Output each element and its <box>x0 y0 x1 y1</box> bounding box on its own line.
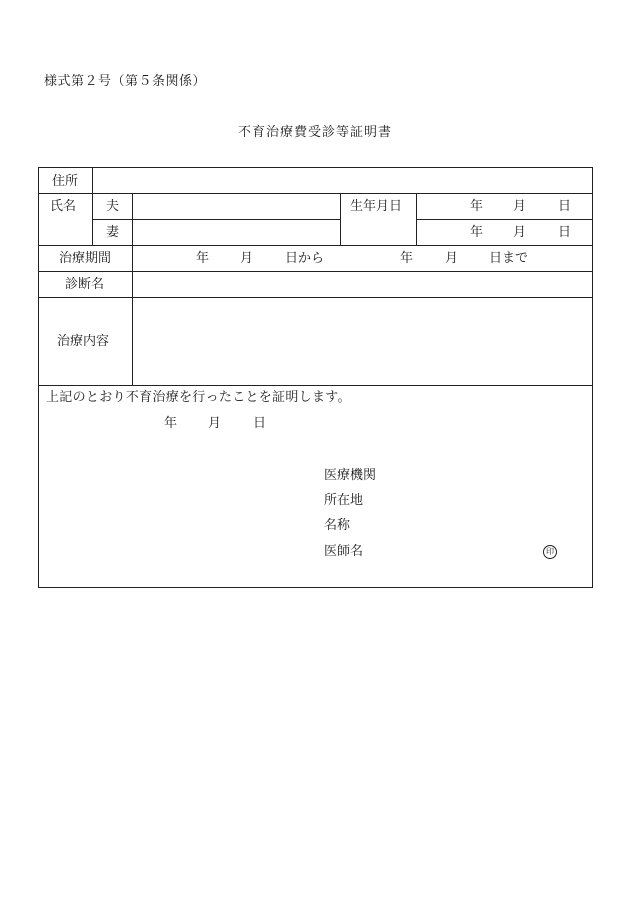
row-divider <box>416 219 592 220</box>
wife-label: 妻 <box>106 225 120 240</box>
husband-birth-day-unit: 日 <box>558 199 572 214</box>
husband-birth-year-unit: 年 <box>470 199 484 214</box>
row-divider <box>39 385 592 386</box>
wife-birth-month-unit: 月 <box>513 225 527 240</box>
husband-birth-month-unit: 月 <box>513 199 527 214</box>
column-divider <box>416 193 417 245</box>
cert-year-unit: 年 <box>164 416 178 431</box>
doctor-name-label: 医師名 <box>324 544 364 559</box>
diagnosis-label: 診断名 <box>65 277 105 292</box>
period-until-label: 日まで <box>489 251 529 266</box>
cert-day-unit: 日 <box>253 416 267 431</box>
birthdate-label: 生年月日 <box>350 199 403 214</box>
period-start-month-unit: 月 <box>240 251 254 266</box>
husband-label: 夫 <box>106 199 120 214</box>
address-label: 住所 <box>52 174 79 189</box>
treatment-period-label: 治療期間 <box>59 251 112 266</box>
period-end-year-unit: 年 <box>400 251 414 266</box>
row-divider <box>39 193 592 194</box>
location-label: 所在地 <box>324 493 364 508</box>
institution-label: 医療機関 <box>324 468 377 483</box>
row-divider <box>39 271 592 272</box>
period-from-label: 日から <box>285 251 325 266</box>
treatment-content-label: 治療内容 <box>57 334 110 349</box>
row-divider <box>39 245 592 246</box>
column-divider <box>132 193 133 245</box>
institution-name-label: 名称 <box>324 518 351 533</box>
column-divider <box>340 193 341 245</box>
period-end-month-unit: 月 <box>445 251 459 266</box>
period-start-year-unit: 年 <box>196 251 210 266</box>
seal-icon: 印 <box>543 545 557 559</box>
certification-statement: 上記のとおり不育治療を行ったことを証明します。 <box>46 390 351 405</box>
column-divider <box>92 168 93 245</box>
cert-month-unit: 月 <box>208 416 222 431</box>
document-title: 不育治療費受診等証明書 <box>237 125 392 140</box>
row-divider <box>39 297 592 298</box>
column-divider <box>132 245 133 385</box>
wife-birth-day-unit: 日 <box>558 225 572 240</box>
row-divider <box>92 219 340 220</box>
form-number: 様式第２号（第５条関係） <box>44 74 207 89</box>
name-label: 氏名 <box>50 199 77 214</box>
certificate-form <box>38 167 593 588</box>
wife-birth-year-unit: 年 <box>470 225 484 240</box>
